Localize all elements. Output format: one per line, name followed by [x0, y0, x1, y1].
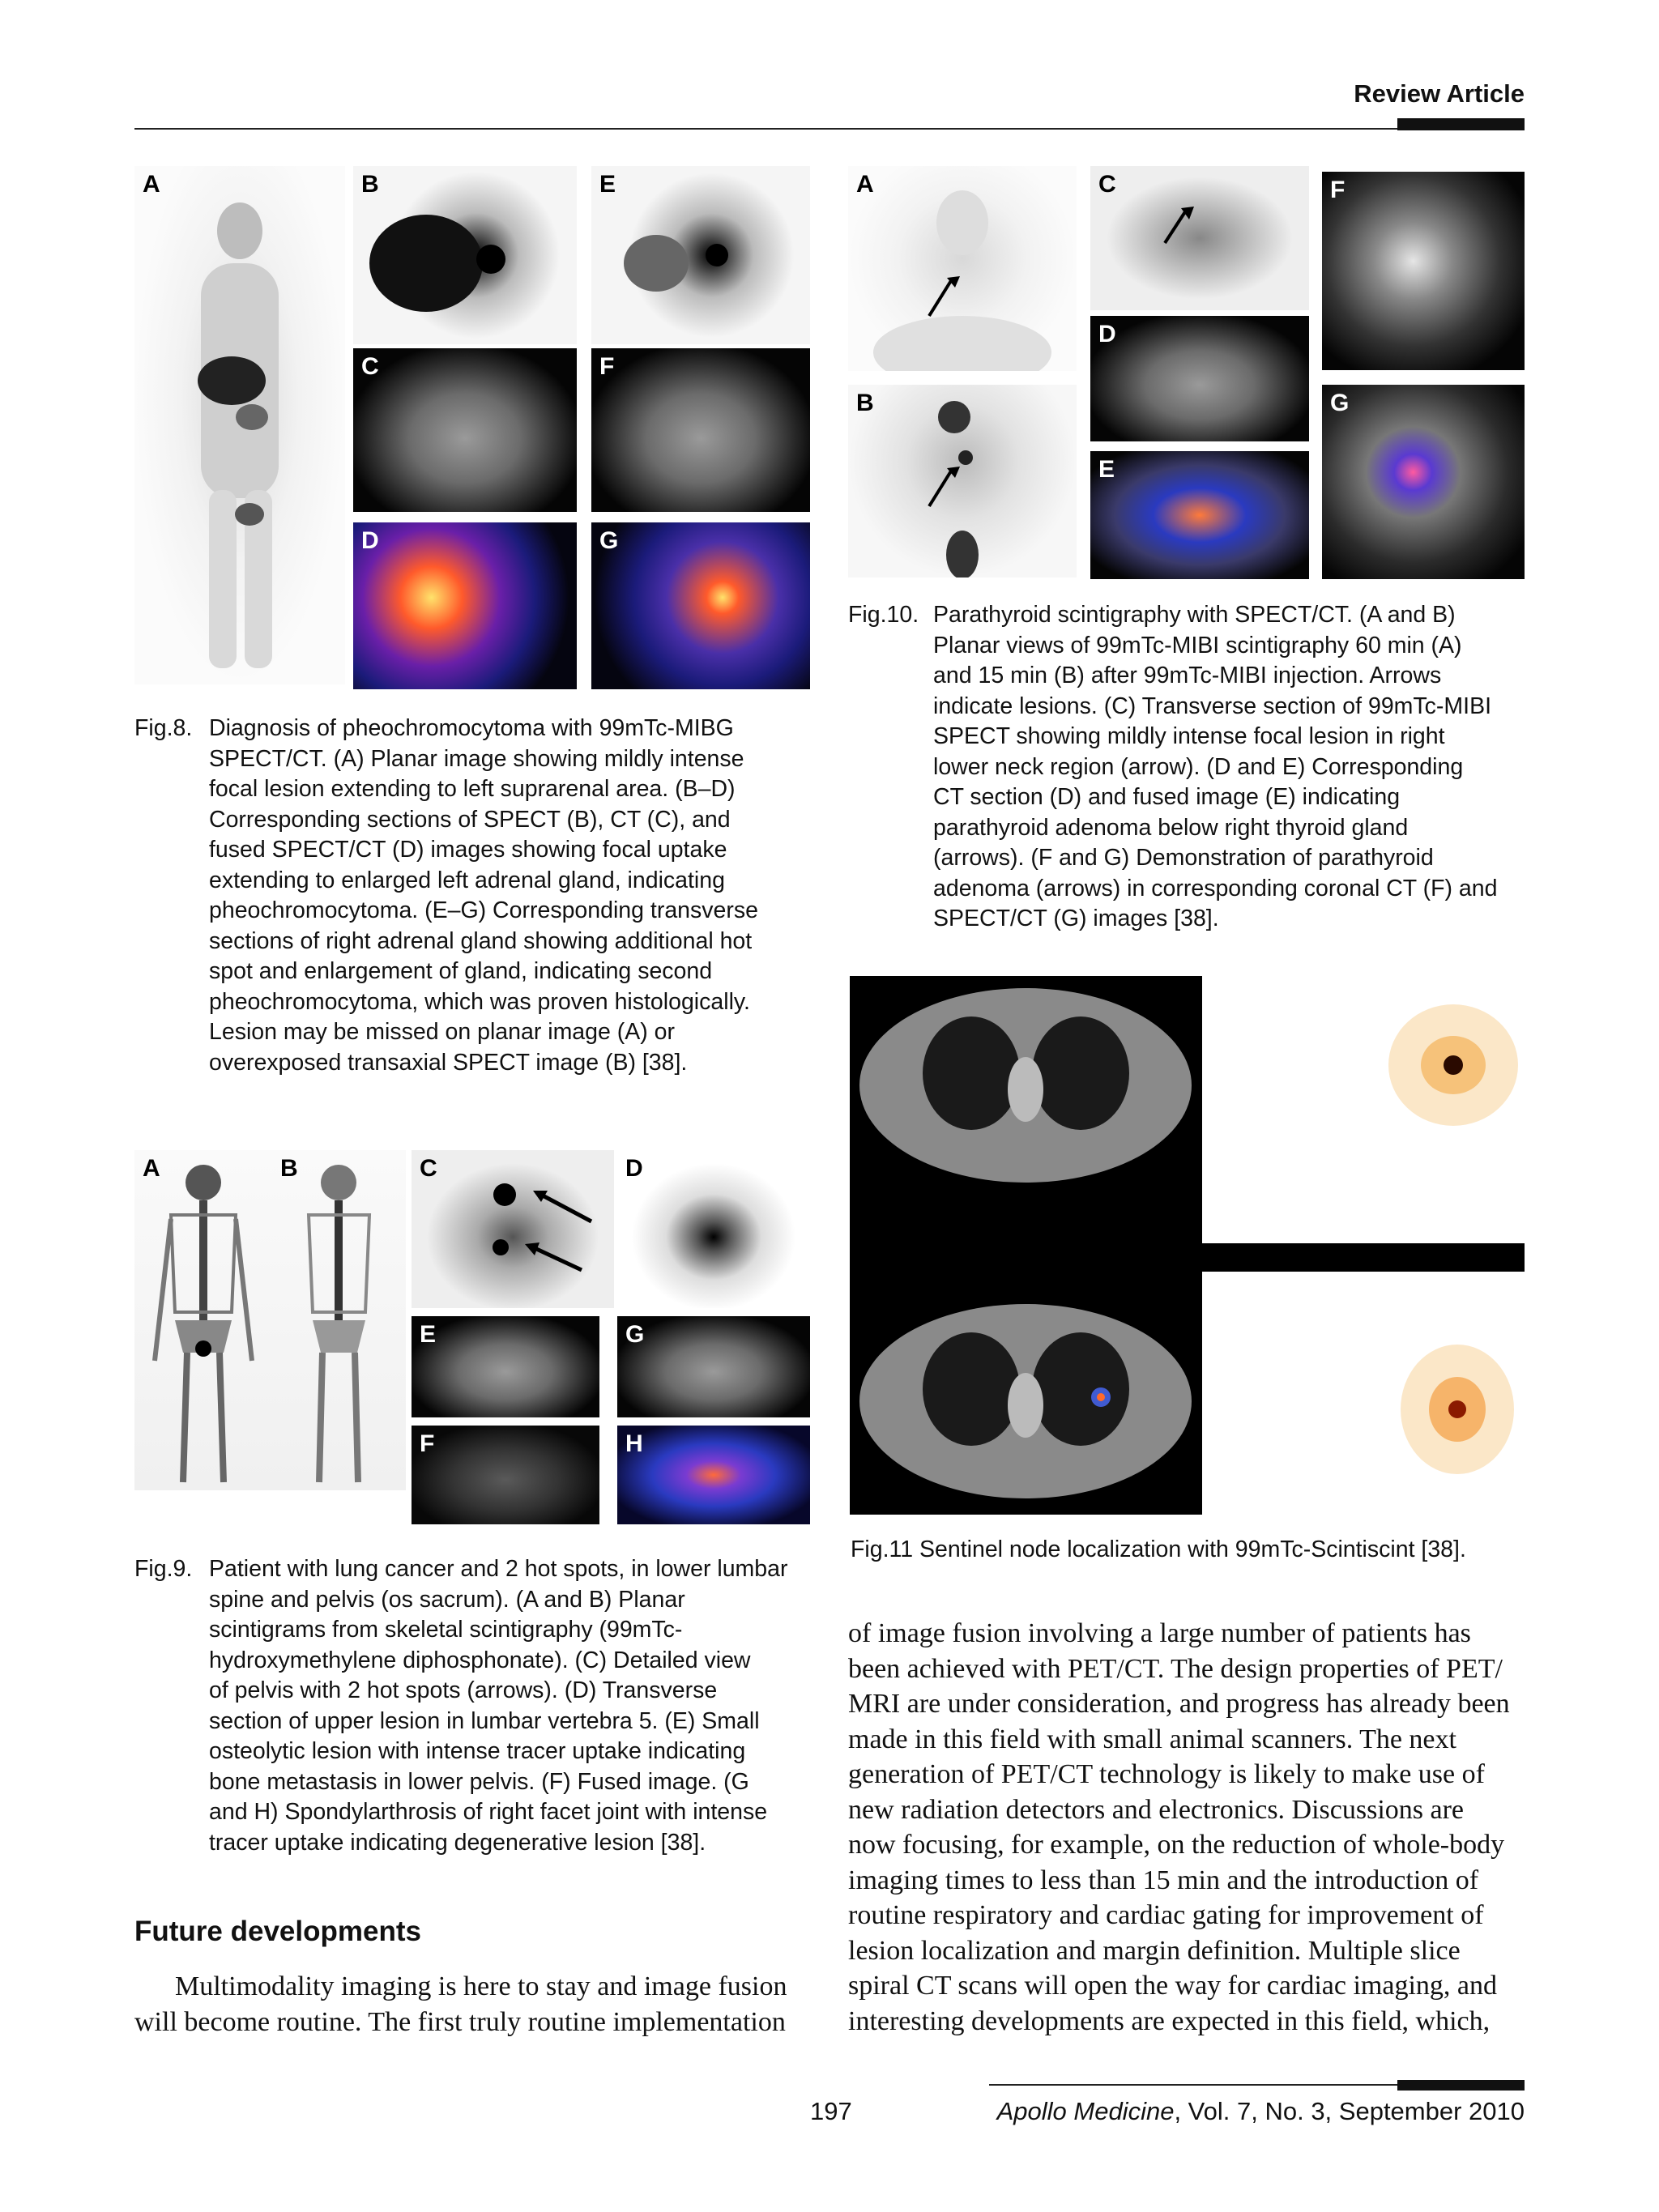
skeleton-front	[134, 1150, 272, 1490]
fig9-panel-d	[617, 1150, 810, 1308]
panel-label: D	[1098, 321, 1116, 347]
body-line: spiral CT scans will open the way for cardiac imaging, and	[848, 1971, 1497, 2001]
body-line: of image fusion involving a large number of patients has	[848, 1618, 1471, 1648]
fig11-spect-bottom	[1202, 1272, 1525, 1515]
caption-line: Planar views of 99mTc-MIBI scintigraphy 60 min (A)	[933, 632, 1462, 658]
panel-label: F	[599, 353, 615, 380]
caption-line: bone metastasis in lower pelvis. (F) Fused image. (G	[209, 1768, 749, 1795]
caption-line: overexposed transaxial SPECT image (B) [38].	[209, 1049, 688, 1076]
hot-spot-graphic	[591, 166, 810, 344]
panel-label: D	[361, 527, 379, 554]
caption-line: of pelvis with 2 hot spots (arrows). (D) Transverse	[209, 1677, 718, 1703]
journal-name: Apollo Medicine	[996, 2097, 1175, 2125]
caption-line: hydroxymethylene diphosphonate). (C) Detailed view	[209, 1647, 751, 1673]
right-column-text	[848, 1616, 1525, 2039]
fig8-caption	[134, 714, 810, 1086]
panel-label: G	[599, 527, 619, 554]
fig9-panel-b	[272, 1150, 406, 1490]
caption-line: focal lesion extending to left suprarenal area. (B–D)	[209, 776, 736, 802]
fig10-panel-g	[1322, 385, 1525, 579]
caption-line: and H) Spondylarthrosis of right facet joint with intense	[209, 1799, 768, 1825]
caption-line: pheochromocytoma. (E–G) Corresponding transverse	[209, 897, 758, 923]
body-line: routine respiratory and cardiac gating for improvement of	[848, 1900, 1484, 1930]
panel-label: G	[1330, 390, 1350, 416]
fig10-panel-d	[1090, 316, 1309, 441]
fig11-caption: Fig.11 Sentinel node localization with 99mTc-Scintiscint [38].	[851, 1536, 1466, 1562]
figure-label: Fig.8.	[134, 715, 193, 741]
panel-label: B	[361, 171, 379, 198]
fig11-spect-top	[1202, 976, 1525, 1243]
panel-label: E	[599, 171, 616, 198]
left-column-text	[134, 1969, 810, 2039]
body-line: new radiation detectors and electronics. Discussions are	[848, 1794, 1465, 1825]
journal-issue: , Vol. 7, No. 3, September 2010	[1174, 2097, 1525, 2125]
caption-line: Parathyroid scintigraphy with SPECT/CT. (A and B)	[933, 602, 1456, 628]
caption-line: spine and pelvis (os sacrum). (A and B) Planar	[209, 1586, 685, 1613]
fig8-panel-g	[591, 522, 810, 689]
caption-line: tracer uptake indicating degenerative lesion [38].	[209, 1829, 706, 1856]
page-number: 197	[810, 2097, 852, 2125]
fig9-panel-f	[412, 1426, 599, 1524]
fig10-panel-e	[1090, 451, 1309, 579]
body-line: Multimodality imaging is here to stay and image fusion	[175, 1971, 787, 2001]
fig8-panel-f	[591, 348, 810, 512]
arrows-graphic	[412, 1150, 614, 1308]
panel-label: C	[1098, 171, 1116, 198]
figure-label: Fig.9.	[134, 1556, 193, 1582]
panel-label: G	[625, 1321, 645, 1348]
caption-line: Patient with lung cancer and 2 hot spots, in lower lumbar	[209, 1556, 788, 1582]
ct-scans-graphic	[850, 976, 1202, 1515]
panel-label: A	[856, 171, 874, 198]
footer-bar	[1397, 2080, 1525, 2091]
caption-line: SPECT/CT (G) images [38].	[933, 906, 1219, 931]
caption-line: spot and enlargement of gland, indicating second	[209, 958, 713, 984]
fig9-panel-e	[412, 1316, 599, 1417]
panel-label: D	[625, 1155, 643, 1182]
caption-line: pheochromocytoma, which was proven histologically.	[209, 988, 750, 1015]
fig9-panel-h	[617, 1426, 810, 1524]
caption-line: osteolytic lesion with intense tracer uptake indicating	[209, 1738, 746, 1764]
header-bar	[1397, 118, 1525, 130]
body-line: made in this field with small animal scanners. The next	[848, 1724, 1456, 1754]
fig10-caption	[848, 600, 1525, 940]
fig10-panel-a	[848, 166, 1077, 371]
fig11-ct-panel	[850, 976, 1202, 1515]
caption-line: sections of right adrenal gland showing additional hot	[209, 927, 753, 954]
panel-label: E	[1098, 456, 1115, 483]
fig10-panel-b	[848, 385, 1077, 578]
caption-line: SPECT showing mildly intense focal lesion in right	[933, 723, 1445, 749]
caption-line: fused SPECT/CT (D) images showing focal uptake	[209, 837, 727, 863]
caption-line: Diagnosis of pheochromocytoma with 99mTc-MIBG	[209, 715, 734, 741]
caption-line: section of upper lesion in lumbar vertebra 5. (E) Small	[209, 1707, 760, 1734]
panel-label: C	[420, 1155, 437, 1182]
panel-label: B	[280, 1155, 298, 1182]
panel-label: E	[420, 1321, 437, 1348]
journal-citation	[997, 2097, 1525, 2126]
fig9-caption	[134, 1554, 810, 1862]
caption-text	[209, 1554, 810, 1858]
caption-line: lower neck region (arrow). (D and E) Corresponding	[933, 753, 1464, 780]
caption-line: scintigrams from skeletal scintigraphy (99mTc-	[209, 1617, 683, 1643]
caption-line: indicate lesions. (C) Transverse section of 99mTc-MIBI	[933, 693, 1491, 719]
caption-line: (arrows). (F and G) Demonstration of parathyroid	[933, 845, 1434, 871]
body-line: lesion localization and margin definition. Multiple slice	[848, 1935, 1461, 1966]
panel-label: F	[1330, 177, 1346, 203]
caption-text	[209, 714, 810, 1078]
panel-label: F	[420, 1430, 435, 1457]
arrow-graphic	[848, 385, 1077, 578]
fig10-panel-f	[1322, 172, 1525, 370]
section-heading: Future developments	[134, 1916, 421, 1947]
body-line: interesting developments are expected in this field, which,	[848, 2005, 1491, 2036]
fig10-panel-c	[1090, 166, 1309, 310]
header-rule	[134, 128, 1525, 130]
body-line: imaging times to less than 15 min and the introduction of	[848, 1865, 1479, 1895]
panel-label: A	[143, 1155, 160, 1182]
arrow-graphic	[848, 166, 1077, 371]
hot-spot-graphic	[1202, 1272, 1525, 1515]
panel-label: A	[143, 171, 160, 198]
fig8-panel-c	[353, 348, 577, 512]
body-line: now focusing, for example, on the reduction of whole-body	[848, 1830, 1505, 1860]
body-line: been achieved with PET/CT. The design properties of PET/	[848, 1653, 1503, 1684]
fig9-panel-c	[412, 1150, 614, 1308]
caption-line: SPECT/CT. (A) Planar image showing mildly intense	[209, 745, 744, 772]
fig9-panel-g	[617, 1316, 810, 1417]
fig11-divider-bar	[1202, 1243, 1525, 1272]
skeleton-back	[272, 1150, 406, 1490]
panel-label: C	[361, 353, 379, 380]
fig8-panel-e	[591, 166, 810, 344]
arrow-graphic	[1090, 166, 1309, 310]
body-line: MRI are under consideration, and progress has already been	[848, 1689, 1510, 1719]
hot-spot-graphic	[353, 166, 577, 344]
caption-text	[933, 600, 1525, 935]
caption-line: and 15 min (B) after 99mTc-MIBI injection. Arrows	[933, 663, 1442, 688]
section-label: Review Article	[1354, 79, 1525, 108]
caption-line: Lesion may be missed on planar image (A) or	[209, 1019, 676, 1045]
fig8-panel-a	[134, 166, 345, 684]
hot-spot-graphic	[1202, 976, 1525, 1243]
fig8-panel-b	[353, 166, 577, 344]
fig9-panel-a	[134, 1150, 272, 1490]
body-line: will become routine. The first truly routine implementation	[134, 2006, 786, 2037]
figure-label: Fig.10.	[848, 602, 919, 628]
caption-line: adenoma (arrows) in corresponding coronal CT (F) and	[933, 875, 1498, 901]
body-line: generation of PET/CT technology is likely to make use of	[848, 1759, 1485, 1789]
panel-label: B	[856, 390, 874, 416]
caption-line: Corresponding sections of SPECT (B), CT (C), and	[209, 806, 731, 833]
caption-line: extending to enlarged left adrenal gland, indicating	[209, 867, 725, 893]
body-silhouette	[134, 166, 345, 684]
panel-label: H	[625, 1430, 643, 1457]
caption-line: parathyroid adenoma below right thyroid gland	[933, 814, 1409, 841]
fig8-panel-d	[353, 522, 577, 689]
caption-line: CT section (D) and fused image (E) indicating	[933, 784, 1401, 810]
